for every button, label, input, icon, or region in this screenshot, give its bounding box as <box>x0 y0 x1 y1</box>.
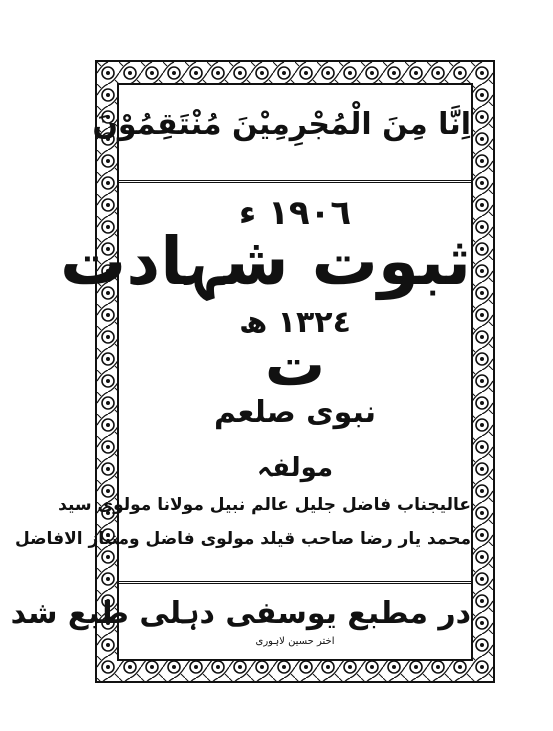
author-line-2: محمد یار رضا صاحب قیلد مولوی فاضل ومنتاز الافاضل <box>14 529 471 549</box>
motto-panel <box>92 85 471 183</box>
hijri-year: ١٣٢٤ ھ <box>239 305 351 340</box>
imprint-panel <box>10 581 471 659</box>
calligrapher-note: اختر حسین لاہوری <box>255 636 335 647</box>
author-label: مولفہ <box>256 453 334 483</box>
motto-text: اِنَّا مِنَ الْمُجْرِمِیْنَ مُنْتَقِمُوْنَ <box>92 107 471 142</box>
title-panel <box>14 183 471 581</box>
book-subtitle: نبوی صلعم <box>214 395 376 430</box>
book-title-continued: ت <box>264 330 326 400</box>
book-title: ثبوت شہادت <box>60 223 471 300</box>
press-imprint: در مطبع یوسفی دہلی طبع شد <box>10 596 471 631</box>
gregorian-year: ١٩٠٦ ء <box>238 193 352 233</box>
author-line-1: عالیجناب فاضل جلیل عالم نبیل مولانا مولوی سید <box>58 495 471 515</box>
